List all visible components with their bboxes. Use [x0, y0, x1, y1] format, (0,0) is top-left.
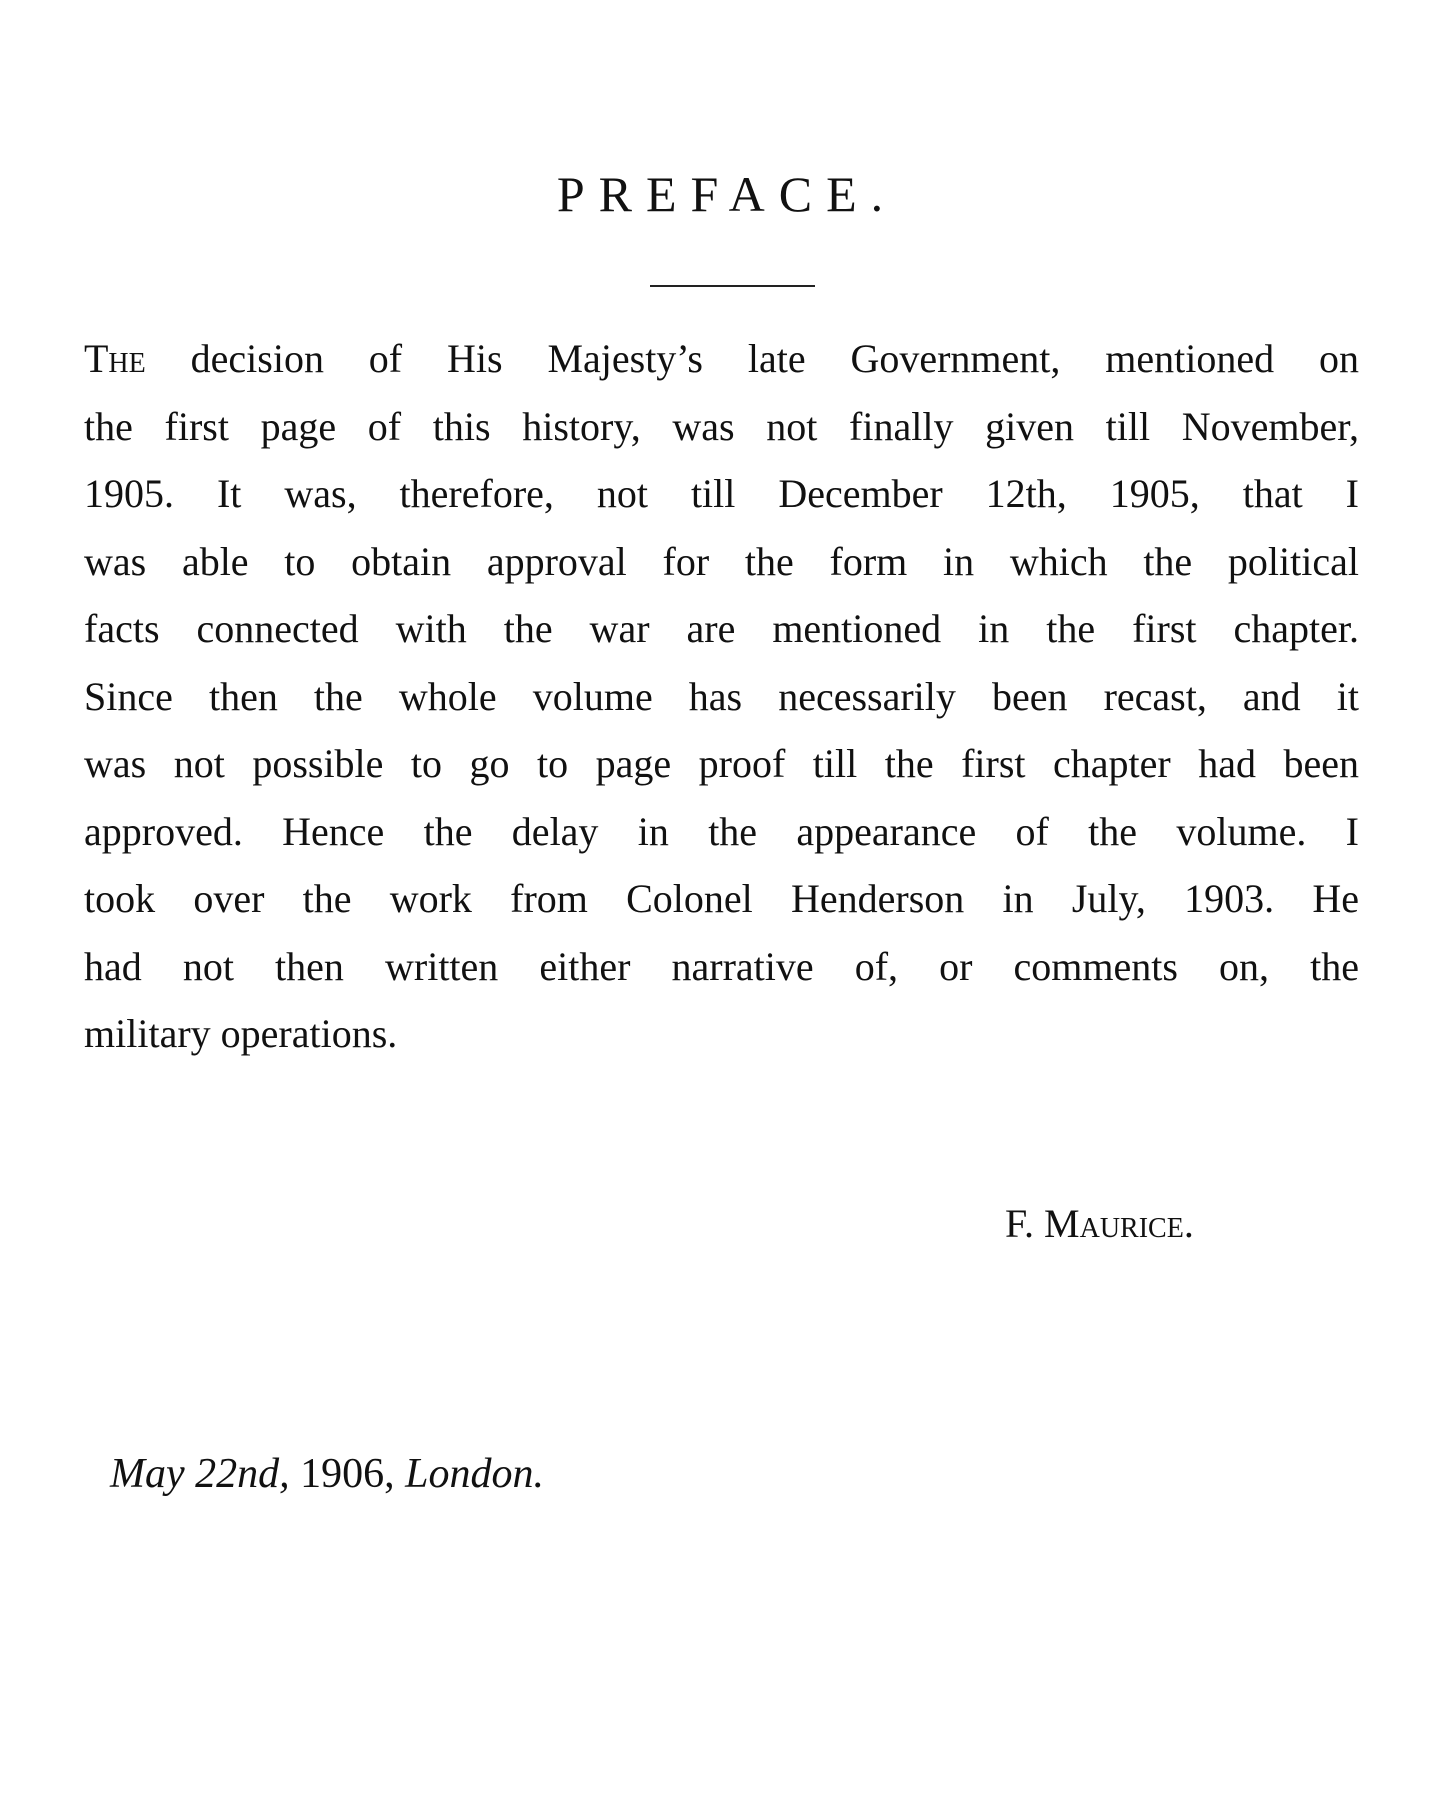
paragraph-line: was able to obtain approval for the form in which the political — [84, 538, 1359, 584]
paragraph-line — [84, 325, 1359, 393]
paragraph-line: the first page of this history, was not finally given till November, — [84, 403, 1359, 449]
title-divider — [650, 285, 815, 287]
dateline-year: 1906, — [289, 1451, 406, 1497]
page-title: PREFACE. — [556, 166, 898, 222]
paragraph-line: took over the work from Colonel Henderson in July, 1903. He — [84, 876, 1359, 921]
author-signature: F. Maurice. — [1005, 1201, 1194, 1246]
preface-paragraph — [84, 325, 1359, 1068]
paragraph-line-text: decision of His Majesty’s late Government, mentioned on — [145, 336, 1359, 381]
paragraph-line: approved. Hence the delay in the appearance of the volume. I — [84, 808, 1359, 854]
dateline — [110, 1450, 544, 1498]
paragraph-line: was not possible to go to page proof till the first chapter had been — [84, 741, 1359, 786]
paragraph-line: facts connected with the war are mentioned in the first chapter. — [84, 606, 1359, 651]
paragraph-line: had not then written either narrative of, or comments on, the — [84, 943, 1359, 989]
lead-word: The — [84, 336, 146, 381]
paragraph-line: 1905. It was, therefore, not till December 12th, 1905, that I — [84, 471, 1359, 516]
paragraph-line: military operations. — [84, 1011, 398, 1056]
dateline-place: London. — [405, 1451, 544, 1497]
paragraph-line: Since then the whole volume has necessarily been recast, and it — [84, 673, 1359, 719]
dateline-date: May 22nd, — [110, 1451, 290, 1497]
